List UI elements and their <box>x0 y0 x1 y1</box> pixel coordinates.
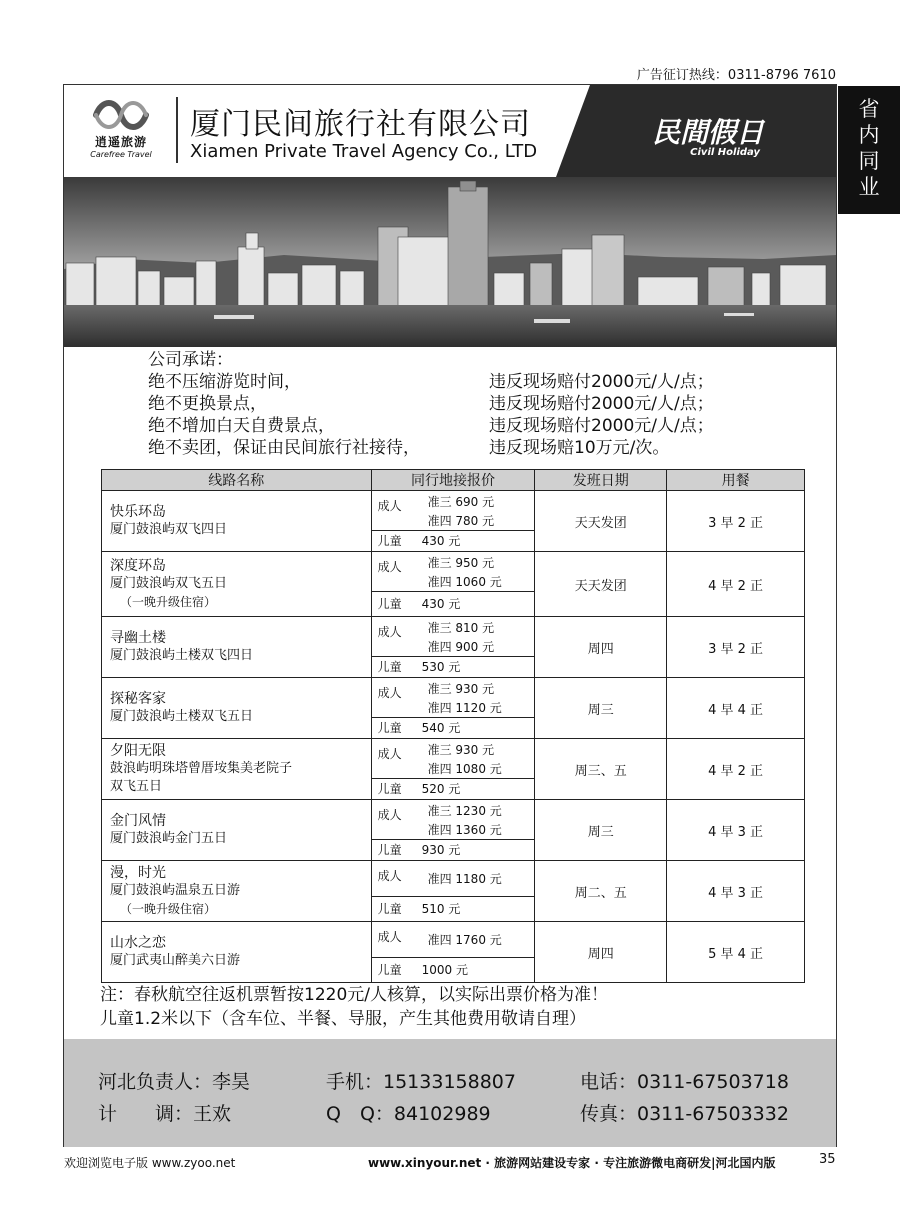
route-note: （一晚升级住宿） <box>120 595 217 609</box>
meal-plan: 4 早 2 正 <box>667 552 805 617</box>
price-tier-3: 准三 1230 元 <box>427 804 502 818</box>
table-row <box>102 617 805 678</box>
adult-label: 成人 <box>377 808 402 822</box>
route-price <box>371 617 535 678</box>
section-tab-char: 省 <box>858 97 880 121</box>
adult-label: 成人 <box>377 930 402 944</box>
table-row <box>102 552 805 617</box>
route-subtitle: 双飞五日 <box>110 779 163 794</box>
adult-price <box>372 678 535 718</box>
departure-date: 天天发团 <box>535 491 667 552</box>
meal-plan: 4 早 4 正 <box>667 678 805 739</box>
section-tab <box>838 86 900 214</box>
ad-header <box>64 85 836 177</box>
route-name <box>102 922 372 983</box>
route-price-table <box>101 469 805 983</box>
price-tier-3: 准三 930 元 <box>427 743 495 757</box>
child-price-value: 540 元 <box>421 721 461 735</box>
route-name <box>102 617 372 678</box>
meal-plan: 4 早 3 正 <box>667 861 805 922</box>
price-tier-4: 准四 1360 元 <box>427 823 502 837</box>
note-line: 儿童1.2米以下（含车位、半餐、导服，产生其他费用敬请自理） <box>100 1009 587 1029</box>
child-price <box>372 958 535 982</box>
price-tier-3: 准三 810 元 <box>427 621 495 635</box>
meal-plan: 3 早 2 正 <box>667 617 805 678</box>
header-divider <box>176 97 178 163</box>
company-promise <box>148 349 768 459</box>
route-name <box>102 800 372 861</box>
contact-fax: 传真：0311-67503332 <box>580 1103 789 1125</box>
route-subtitle: 厦门鼓浪屿双飞五日 <box>110 576 228 591</box>
route-subtitle: 厦门鼓浪屿土楼双飞五日 <box>110 709 254 724</box>
promise-row <box>148 393 768 415</box>
company-name-en: Xiamen Private Travel Agency Co., LTD <box>190 141 538 162</box>
route-price <box>371 861 535 922</box>
company-logo <box>80 97 162 167</box>
promise-penalty: 违反现场赔付2000元/人/点； <box>489 372 714 392</box>
adult-price <box>372 739 535 779</box>
table-header-row <box>102 470 805 491</box>
route-name <box>102 861 372 922</box>
adult-label: 成人 <box>377 499 402 513</box>
logo-text-en: Carefree Travel <box>90 150 152 159</box>
meal-plan: 4 早 3 正 <box>667 800 805 861</box>
child-label: 儿童 <box>377 902 402 916</box>
promise-item: 绝不卖团，保证由民间旅行社接待， <box>148 438 420 458</box>
route-title: 寻幽土楼 <box>110 630 166 646</box>
child-price <box>372 840 535 860</box>
child-price <box>372 657 535 677</box>
price-tier-4: 准四 780 元 <box>427 514 495 528</box>
adult-price <box>372 861 535 897</box>
route-subtitle: 厦门鼓浪屿金门五日 <box>110 831 228 846</box>
child-label: 儿童 <box>377 782 402 796</box>
table-row <box>102 922 805 983</box>
price-tier-4: 准四 900 元 <box>427 640 495 654</box>
child-label: 儿童 <box>377 843 402 857</box>
child-price-value: 1000 元 <box>421 963 468 977</box>
adult-price <box>372 552 535 592</box>
ad-hotline: 广告征订热线：0311-8796 7610 <box>636 68 836 83</box>
child-label: 儿童 <box>377 963 402 977</box>
route-title: 深度环岛 <box>110 558 166 574</box>
contact-panel <box>64 1039 836 1147</box>
footer-right: www.xinyour.net · 旅游网站建设专家 · 专注旅游微电商研发|河北国内版 <box>368 1156 776 1170</box>
section-tab-char: 同 <box>858 149 880 173</box>
col-header-route: 线路名称 <box>102 470 372 491</box>
table-row <box>102 678 805 739</box>
route-note: （一晚升级住宿） <box>120 902 217 916</box>
route-price <box>371 922 535 983</box>
price-tier-4: 准四 1060 元 <box>427 575 502 589</box>
adult-label: 成人 <box>377 869 402 883</box>
promise-title: 公司承诺： <box>148 350 233 370</box>
xiamen-skyline-photo <box>64 177 836 347</box>
brand-name-cn: 民間假日 <box>651 116 764 149</box>
child-label: 儿童 <box>377 534 402 548</box>
child-price-value: 430 元 <box>421 534 461 548</box>
promise-item: 绝不增加白天自费景点， <box>148 416 335 436</box>
route-price <box>371 739 535 800</box>
route-title: 快乐环岛 <box>110 504 166 520</box>
promise-row <box>148 437 768 459</box>
adult-price <box>372 800 535 840</box>
price-tier-3: 准三 950 元 <box>427 556 495 570</box>
child-price-value: 530 元 <box>421 660 461 674</box>
price-tier-4: 准四 1760 元 <box>427 933 502 947</box>
child-price-value: 930 元 <box>421 843 461 857</box>
child-label: 儿童 <box>377 660 402 674</box>
table-row <box>102 739 805 800</box>
child-label: 儿童 <box>377 597 402 611</box>
departure-date: 周二、五 <box>535 861 667 922</box>
col-header-date: 发班日期 <box>535 470 667 491</box>
route-subtitle: 厦门鼓浪屿土楼双飞四日 <box>110 648 254 663</box>
promise-row <box>148 415 768 437</box>
departure-date: 周四 <box>535 617 667 678</box>
adult-label: 成人 <box>377 747 402 761</box>
departure-date: 周三 <box>535 678 667 739</box>
promise-penalty: 违反现场赔付2000元/人/点； <box>489 416 714 436</box>
table-row <box>102 861 805 922</box>
route-name <box>102 739 372 800</box>
route-title: 探秘客家 <box>110 691 166 707</box>
promise-penalty: 违反现场赔付2000元/人/点； <box>489 394 714 414</box>
table-row <box>102 800 805 861</box>
col-header-meal: 用餐 <box>667 470 805 491</box>
route-subtitle: 厦门鼓浪屿温泉五日游 <box>110 883 241 898</box>
meal-plan: 5 早 4 正 <box>667 922 805 983</box>
child-price <box>372 897 535 921</box>
footer-left: 欢迎浏览电子版 www.zyoo.net <box>64 1156 236 1170</box>
table-row <box>102 491 805 552</box>
col-header-price: 同行地接报价 <box>371 470 535 491</box>
route-title: 山水之恋 <box>110 935 166 951</box>
meal-plan: 3 早 2 正 <box>667 491 805 552</box>
brand-name-en: Civil Holiday <box>690 147 760 158</box>
child-price-value: 510 元 <box>421 902 461 916</box>
contact-phone: 电话：0311-67503718 <box>580 1071 789 1093</box>
departure-date: 天天发团 <box>535 552 667 617</box>
promise-penalty: 违反现场赔10万元/次。 <box>489 438 670 458</box>
company-name-cn: 厦门民间旅行社有限公司 <box>190 107 531 142</box>
route-title: 夕阳无限 <box>110 743 166 759</box>
promise-item: 绝不压缩游览时间， <box>148 372 301 392</box>
contact-manager: 河北负责人：李昊 <box>98 1071 251 1093</box>
adult-price <box>372 922 535 958</box>
departure-date: 周四 <box>535 922 667 983</box>
route-price <box>371 800 535 861</box>
logo-text-cn: 逍遥旅游 <box>94 135 147 149</box>
swirl-logo-icon <box>92 97 150 133</box>
fine-print <box>100 983 608 1031</box>
section-tab-char: 业 <box>858 175 880 199</box>
ad-frame <box>63 84 837 1147</box>
section-tab-char: 内 <box>858 123 880 147</box>
route-price <box>371 491 535 552</box>
departure-date: 周三 <box>535 800 667 861</box>
child-label: 儿童 <box>377 721 402 735</box>
child-price <box>372 592 535 616</box>
promise-row <box>148 371 768 393</box>
adult-label: 成人 <box>377 625 402 639</box>
child-price <box>372 718 535 738</box>
child-price-value: 430 元 <box>421 597 461 611</box>
route-subtitle: 厦门武夷山醉美六日游 <box>110 953 241 968</box>
adult-label: 成人 <box>377 686 402 700</box>
child-price-value: 520 元 <box>421 782 461 796</box>
route-name <box>102 678 372 739</box>
meal-plan: 4 早 2 正 <box>667 739 805 800</box>
route-name <box>102 552 372 617</box>
route-title: 金门风情 <box>110 813 166 829</box>
price-tier-4: 准四 1120 元 <box>427 701 502 715</box>
route-subtitle: 鼓浪屿明珠塔曾厝垵集美老院子 <box>110 761 293 776</box>
route-subtitle: 厦门鼓浪屿双飞四日 <box>110 522 228 537</box>
price-tier-3: 准三 930 元 <box>427 682 495 696</box>
route-price <box>371 678 535 739</box>
contact-qq: Q Q：84102989 <box>326 1103 491 1125</box>
price-tier-4: 准四 1080 元 <box>427 762 502 776</box>
contact-dispatcher: 计 调：王欢 <box>98 1103 232 1125</box>
route-name <box>102 491 372 552</box>
adult-price <box>372 491 535 531</box>
departure-date: 周三、五 <box>535 739 667 800</box>
adult-price <box>372 617 535 657</box>
adult-label: 成人 <box>377 560 402 574</box>
contact-mobile: 手机：15133158807 <box>326 1071 516 1093</box>
price-tier-3: 准三 690 元 <box>427 495 495 509</box>
route-price <box>371 552 535 617</box>
route-title: 漫，时光 <box>110 865 166 881</box>
price-tier-4: 准四 1180 元 <box>427 872 502 886</box>
child-price <box>372 779 535 799</box>
child-price <box>372 531 535 551</box>
note-line: 注：春秋航空往返机票暂按1220元/人核算，以实际出票价格为准！ <box>100 985 608 1005</box>
promise-item: 绝不更换景点， <box>148 394 267 414</box>
page-number: 35 <box>819 1152 836 1167</box>
